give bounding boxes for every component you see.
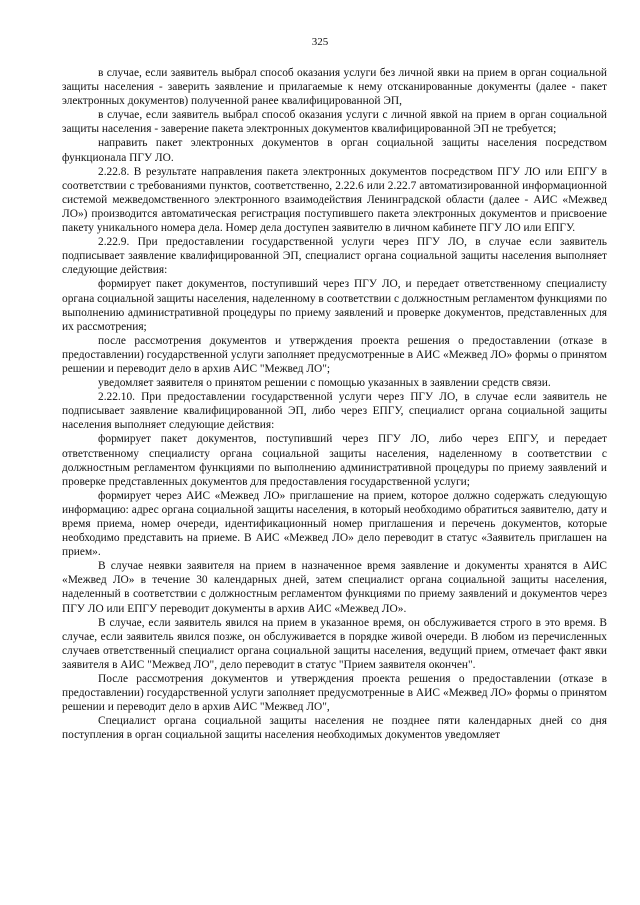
paragraph: В случае неявки заявителя на прием в назначенное время заявление и документы хранятся в АИС «Межвед ЛО» в течение 30 календарных дней, затем специалист органа социальной защиты населения, наделенный в соответствии с должностным регламентом функциями по приему заявлений и документов через ПГУ ЛО или ЕПГУ переводит документы в архив АИС «Межвед ЛО». bbox=[62, 560, 607, 615]
paragraph: формирует пакет документов, поступивший через ПГУ ЛО, либо через ЕПГУ, и передает ответственному специалисту органа социальной защиты населения, наделенному в соответствии с должностным регламентом функциями по выполнению административной процедуры по приему заявлений и проверке представленных документов для предоставления государственной услуги; bbox=[62, 433, 607, 488]
paragraph: 2.22.10. При предоставлении государственной услуги через ПГУ ЛО, в случае если заявитель не подписывает заявление квалифицированной ЭП, либо через ЕПГУ, специалист органа социальной защиты населения выполняет следующие действия: bbox=[62, 391, 607, 432]
paragraph: Специалист органа социальной защиты населения не позднее пяти календарных дней со дня поступления в орган социальной защиты населения необходимых документов уведомляет bbox=[62, 715, 607, 742]
paragraph: формирует через АИС «Межвед ЛО» приглашение на прием, которое должно содержать следующую информацию: адрес органа социальной защиты населения, в который необходимо обратиться заявителю, дату и время приема, номер очереди, идентификационный номер приглашения и перечень документов, которые необходимо представить на приеме. В АИС «Межвед ЛО» дело переводит в статус «Заявитель приглашен на прием». bbox=[62, 489, 607, 559]
paragraph: 2.22.9. При предоставлении государственной услуги через ПГУ ЛО, в случае если заявитель подписывает заявление квалифицированной ЭП, специалист органа социальной защиты населения выполняет следующие действия: bbox=[62, 236, 607, 277]
paragraph: направить пакет электронных документов в орган социальной защиты населения посредством функционала ПГУ ЛО. bbox=[62, 137, 607, 164]
page-number: 325 bbox=[311, 36, 329, 48]
paragraph: В случае, если заявитель явился на прием в указанное время, он обслуживается строго в это время. В случае, если заявитель явился позже, он обслуживается в порядке живой очереди. В любом из перечисленных случаев ответственный специалист органа социальной защиты населения, ведущий прием, отмечает факт явки заявителя в АИС "Межвед ЛО", дело переводит в статус "Прием заявителя окончен". bbox=[62, 616, 607, 671]
paragraph: формирует пакет документов, поступивший через ПГУ ЛО, и передает ответственному специалисту органа социальной защиты населения, наделенному в соответствии с должностным регламентом функциями по выполнению административной процедуры по приему заявлений и проверке документов, представленных для их рассмотрения; bbox=[62, 278, 607, 333]
paragraph: 2.22.8. В результате направления пакета электронных документов посредством ПГУ ЛО или ЕПГУ в соответствии с требованиями пунктов, соответственно, 2.22.6 или 2.22.7 автоматизированной информационной системой межведомственного электронного взаимодействия Ленинградской области (далее - АИС «Межвед ЛО») производится автоматическая регистрация поступившего пакета электронных документов и присвоение пакету уникального номера дела. Номер дела доступен заявителю в личном кабинете ПГУ ЛО или ЕПГУ. bbox=[62, 165, 607, 235]
paragraph: в случае, если заявитель выбрал способ оказания услуги с личной явкой на прием в орган социальной защиты населения - заверение пакета электронных документов квалифицированной ЭП не требуется; bbox=[62, 109, 607, 136]
paragraph: в случае, если заявитель выбрал способ оказания услуги без личной явки на прием в орган социальной защиты населения - заверить заявление и прилагаемые к нему отсканированные документы (далее - пакет электронных документов) полученной ранее квалифицированной ЭП, bbox=[62, 67, 607, 108]
paragraph: После рассмотрения документов и утверждения проекта решения о предоставлении (отказе в предоставлении) государственной услуги заполняет предусмотренные в АИС «Межвед ЛО» формы о принятом решении и переводит дело в архив АИС "Межвед ЛО", bbox=[62, 673, 607, 714]
document-body bbox=[62, 66, 607, 743]
paragraph: после рассмотрения документов и утверждения проекта решения о предоставлении (отказе в предоставлении) государственной услуги заполняет предусмотренные в АИС «Межвед ЛО» формы о принятом решении и переводит дело в архив АИС "Межвед ЛО"; bbox=[62, 334, 607, 375]
paragraph: уведомляет заявителя о принятом решении с помощью указанных в заявлении средств связи. bbox=[98, 377, 551, 390]
